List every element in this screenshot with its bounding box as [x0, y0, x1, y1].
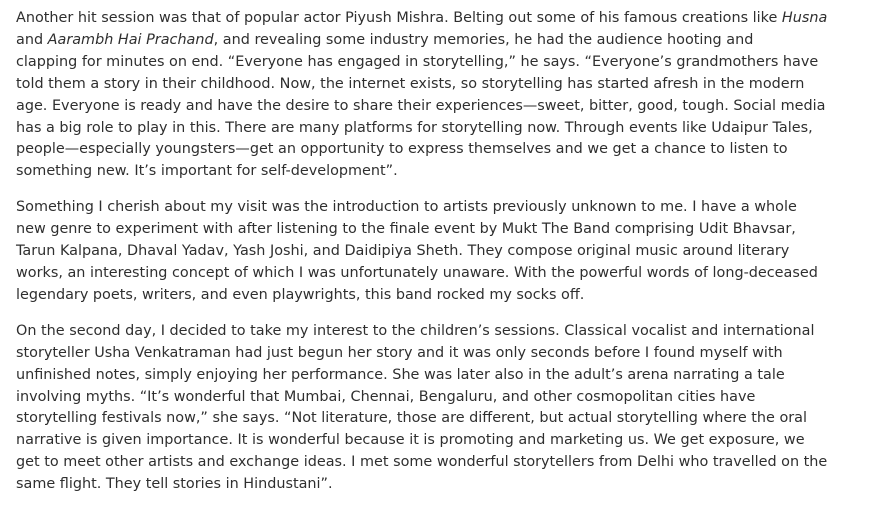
text-line [16, 321, 856, 343]
text-run: Another hit session was that of popular actor Piyush Mishra. Belting out some of his famous creations like [16, 10, 782, 26]
text-line [16, 343, 856, 365]
text-line [16, 241, 856, 263]
text-run: legendary poets, writers, and even playwrights, this band rocked my socks off. [16, 286, 585, 303]
text-run: storyteller Usha Venkatraman had just begun her story and it was only seconds before I found myself with [16, 344, 783, 361]
text-line [16, 96, 856, 118]
text-run: something new. It’s important for self-development”. [16, 163, 398, 180]
text-line [16, 408, 856, 430]
text-line [16, 452, 856, 474]
text-line [16, 30, 856, 52]
text-run: Tarun Kalpana, Dhaval Yadav, Yash Joshi, and Daidipiya Sheth. They compose original music around literary [16, 243, 790, 260]
text-run: , and revealing some industry memories, he had the audience hooting and [213, 31, 754, 48]
italic-title: Aarambh Hai Prachand [47, 31, 214, 48]
text-run: people—especially youngsters—get an opportunity to express themselves and we get a chance to listen to [16, 141, 788, 158]
article-paragraph [16, 197, 856, 307]
text-line [16, 118, 856, 140]
text-run: narrative is given importance. It is wonderful because it is promoting and marketing us. We get exposure, we [16, 432, 805, 449]
text-line [16, 285, 856, 307]
text-run: new genre to experiment with after listening to the finale event by Mukt The Band comprising Udit Bhavsar, [16, 221, 796, 238]
text-line [16, 74, 856, 96]
text-line [16, 263, 856, 285]
text-line [16, 365, 856, 387]
text-line [16, 52, 856, 74]
text-line [16, 139, 856, 161]
text-run: same flight. They tell stories in Hindustani”. [16, 476, 333, 493]
text-line [16, 430, 856, 452]
text-run: and [16, 31, 48, 48]
text-run: age. Everyone is ready and have the desire to share their experiences—sweet, bitter, good, tough. Social media [16, 97, 826, 114]
text-run: unfinished notes, simply enjoying her performance. She was later also in the adult’s arena narrating a tale [16, 366, 785, 383]
text-run: involving myths. “It’s wonderful that Mumbai, Chennai, Bengaluru, and other cosmopolitan cities have [16, 388, 756, 405]
text-run: On the second day, I decided to take my interest to the children’s sessions. Classical vocalist and international [16, 322, 815, 339]
text-line [16, 8, 856, 30]
text-line [16, 219, 856, 241]
text-run: storytelling festivals now,” she says. “Not literature, those are different, but actual storytelling where the oral [16, 410, 807, 427]
text-line [16, 161, 856, 183]
italic-title: Husna [781, 10, 828, 26]
text-line [16, 474, 856, 496]
text-run: told them a story in their childhood. Now, the internet exists, so storytelling has started afresh in the modern [16, 75, 805, 92]
text-run: Something I cherish about my visit was the introduction to artists previously unknown to me. I have a whole [16, 199, 797, 216]
article-paragraph [16, 321, 856, 496]
text-run: get to meet other artists and exchange ideas. I met some wonderful storytellers from Delhi who travelled on the [16, 454, 828, 471]
text-run: clapping for minutes on end. “Everyone has engaged in storytelling,” he says. “Everyone’s grandmothers have [16, 53, 819, 70]
article-paragraph [16, 8, 856, 183]
text-line [16, 197, 856, 219]
article-body [16, 8, 856, 510]
text-line [16, 387, 856, 409]
text-run: has a big role to play in this. There are many platforms for storytelling now. Through events like Udaipur Tales, [16, 119, 813, 136]
text-run: works, an interesting concept of which I was unfortunately unaware. With the powerful words of long-deceased [16, 264, 818, 281]
